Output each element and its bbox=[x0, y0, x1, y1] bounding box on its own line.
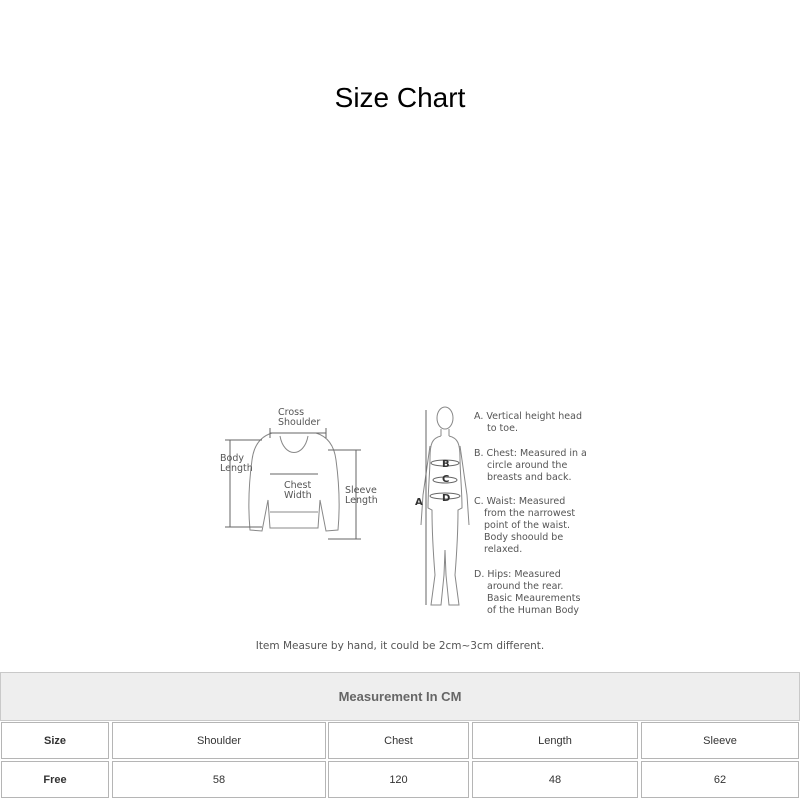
header-shoulder: Shoulder bbox=[112, 722, 326, 759]
measurement-legend bbox=[474, 411, 587, 616]
legend-a-line-2: to toe. bbox=[487, 423, 518, 434]
legend-b-line-3: breasts and back. bbox=[487, 472, 572, 483]
body-length-label-1: Body bbox=[220, 453, 244, 464]
marker-b: B bbox=[442, 459, 450, 470]
measurement-table bbox=[0, 672, 800, 800]
chest-width-label-1: Chest bbox=[284, 480, 312, 491]
legend-c-line-1: C. Waist: Measured bbox=[474, 496, 566, 507]
sleeve-length-label-1: Sleeve bbox=[345, 485, 377, 496]
cross-shoulder-label-1: Cross bbox=[278, 407, 305, 418]
row-sleeve: 62 bbox=[641, 761, 799, 798]
legend-b-line-2: circle around the bbox=[487, 460, 568, 471]
row-size-free: Free bbox=[1, 761, 109, 798]
header-chest: Chest bbox=[328, 722, 469, 759]
legend-c-line-2: from the narrowest bbox=[484, 508, 576, 519]
header-length: Length bbox=[472, 722, 638, 759]
legend-d-line-3: Basic Meaurements bbox=[487, 593, 581, 604]
legend-c-line-4: Body shoould be bbox=[484, 532, 564, 543]
head bbox=[437, 407, 453, 429]
legend-c-line-5: relaxed. bbox=[484, 544, 523, 555]
header-size: Size bbox=[1, 722, 109, 759]
legend-d-line-2: around the rear. bbox=[487, 581, 564, 592]
chest-width-label-2: Width bbox=[284, 490, 312, 501]
sleeve-length-label-2: Length bbox=[345, 495, 378, 506]
row-shoulder: 58 bbox=[112, 761, 326, 798]
body-length-label-2: Length bbox=[220, 463, 253, 474]
sweater-neckline bbox=[280, 436, 308, 453]
body-illustration bbox=[421, 407, 469, 605]
legend-b-line-1: B. Chest: Measured in a bbox=[474, 448, 587, 459]
measure-note: Item Measure by hand, it could be 2cm~3cm different. bbox=[255, 640, 545, 652]
table-caption: Measurement In CM bbox=[0, 672, 800, 721]
marker-d: D bbox=[442, 493, 451, 504]
row-chest: 120 bbox=[328, 761, 469, 798]
legend-a-line-1: A. Vertical height head bbox=[474, 411, 582, 422]
page-title: Size Chart bbox=[334, 82, 466, 113]
legend-d-line-4: of the Human Body bbox=[487, 605, 580, 616]
legend-c-line-3: point of the waist. bbox=[484, 520, 570, 531]
marker-a: A bbox=[415, 497, 423, 508]
arms-outline bbox=[421, 446, 469, 525]
measurement-figure bbox=[0, 400, 800, 670]
legend-d-line-1: D. Hips: Measured bbox=[474, 569, 561, 580]
row-length: 48 bbox=[472, 761, 638, 798]
marker-c: C bbox=[442, 474, 450, 485]
header-sleeve: Sleeve bbox=[641, 722, 799, 759]
cross-shoulder-label-2: Shoulder bbox=[278, 417, 321, 428]
